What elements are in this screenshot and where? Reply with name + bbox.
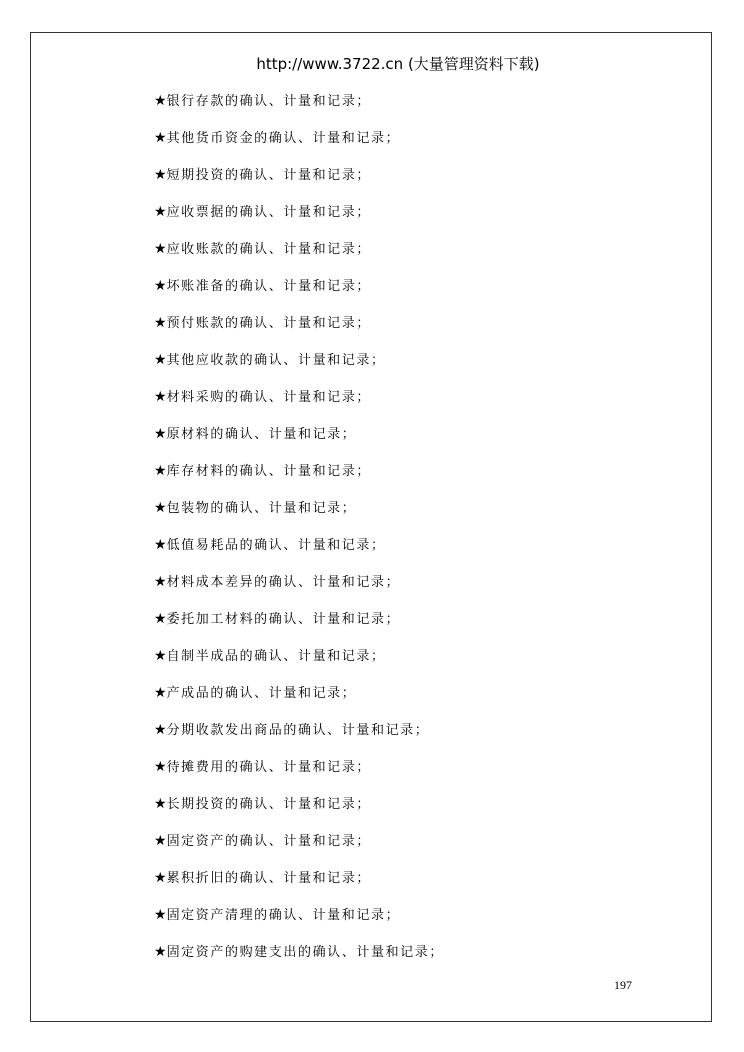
list-item-text: 固定资产的确认、计量和记录； [166, 834, 371, 849]
list-item-text: 材料成本差异的确认、计量和记录； [166, 575, 401, 590]
list-item [154, 828, 444, 865]
bullet-item-list [154, 88, 444, 976]
list-item-text: 固定资产清理的确认、计量和记录； [166, 908, 401, 923]
star-bullet-icon: ★ [154, 685, 167, 701]
page-number: 197 [614, 978, 632, 992]
list-item [154, 236, 444, 273]
list-item [154, 902, 444, 939]
star-bullet-icon: ★ [154, 130, 167, 146]
star-bullet-icon: ★ [154, 352, 167, 368]
list-item [154, 458, 444, 495]
star-bullet-icon: ★ [154, 315, 167, 331]
list-item-text: 预付账款的确认、计量和记录； [166, 316, 371, 331]
list-item-text: 委托加工材料的确认、计量和记录； [166, 612, 401, 627]
list-item-text: 其他应收款的确认、计量和记录； [166, 353, 386, 368]
list-item-text: 其他货币资金的确认、计量和记录； [166, 131, 401, 146]
list-item-text: 材料采购的确认、计量和记录； [166, 390, 371, 405]
list-item [154, 532, 444, 569]
list-item [154, 199, 444, 236]
list-item-text: 低值易耗品的确认、计量和记录； [166, 538, 386, 553]
star-bullet-icon: ★ [154, 500, 167, 516]
list-item-text: 坏账准备的确认、计量和记录； [166, 279, 371, 294]
list-item-text: 短期投资的确认、计量和记录； [166, 168, 371, 183]
star-bullet-icon: ★ [154, 907, 167, 923]
star-bullet-icon: ★ [154, 167, 167, 183]
star-bullet-icon: ★ [154, 241, 167, 257]
star-bullet-icon: ★ [154, 870, 167, 886]
list-item [154, 569, 444, 606]
list-item [154, 606, 444, 643]
star-bullet-icon: ★ [154, 389, 167, 405]
list-item [154, 680, 444, 717]
list-item-text: 分期收款发出商品的确认、计量和记录； [166, 723, 430, 738]
list-item [154, 754, 444, 791]
star-bullet-icon: ★ [154, 759, 167, 775]
star-bullet-icon: ★ [154, 93, 167, 109]
list-item [154, 717, 444, 754]
list-item [154, 384, 444, 421]
star-bullet-icon: ★ [154, 204, 167, 220]
star-bullet-icon: ★ [154, 537, 167, 553]
list-item [154, 162, 444, 199]
list-item-text: 待摊费用的确认、计量和记录； [166, 760, 371, 775]
list-item [154, 125, 444, 162]
list-item-text: 应收票据的确认、计量和记录； [166, 205, 371, 220]
list-item-text: 累积折旧的确认、计量和记录； [166, 871, 371, 886]
header-url-link[interactable]: http://www.3722.cn (大量管理资料下载) [256, 55, 540, 73]
list-item-text: 包装物的确认、计量和记录； [166, 501, 357, 516]
star-bullet-icon: ★ [154, 722, 167, 738]
star-bullet-icon: ★ [154, 796, 167, 812]
star-bullet-icon: ★ [154, 574, 167, 590]
star-bullet-icon: ★ [154, 463, 167, 479]
list-item [154, 347, 444, 384]
list-item [154, 421, 444, 458]
star-bullet-icon: ★ [154, 278, 167, 294]
list-item [154, 495, 444, 532]
list-item-text: 库存材料的确认、计量和记录； [166, 464, 371, 479]
star-bullet-icon: ★ [154, 426, 167, 442]
list-item [154, 273, 444, 310]
list-item-text: 应收账款的确认、计量和记录； [166, 242, 371, 257]
list-item [154, 939, 444, 976]
star-bullet-icon: ★ [154, 833, 167, 849]
star-bullet-icon: ★ [154, 648, 167, 664]
list-item-text: 自制半成品的确认、计量和记录； [166, 649, 386, 664]
list-item-text: 原材料的确认、计量和记录； [166, 427, 357, 442]
list-item-text: 产成品的确认、计量和记录； [166, 686, 357, 701]
list-item-text: 长期投资的确认、计量和记录； [166, 797, 371, 812]
list-item-text: 固定资产的购建支出的确认、计量和记录； [166, 945, 444, 960]
list-item [154, 88, 444, 125]
list-item [154, 310, 444, 347]
list-item [154, 643, 444, 680]
list-item [154, 791, 444, 828]
star-bullet-icon: ★ [154, 944, 167, 960]
star-bullet-icon: ★ [154, 611, 167, 627]
list-item [154, 865, 444, 902]
list-item-text: 银行存款的确认、计量和记录； [166, 94, 371, 109]
